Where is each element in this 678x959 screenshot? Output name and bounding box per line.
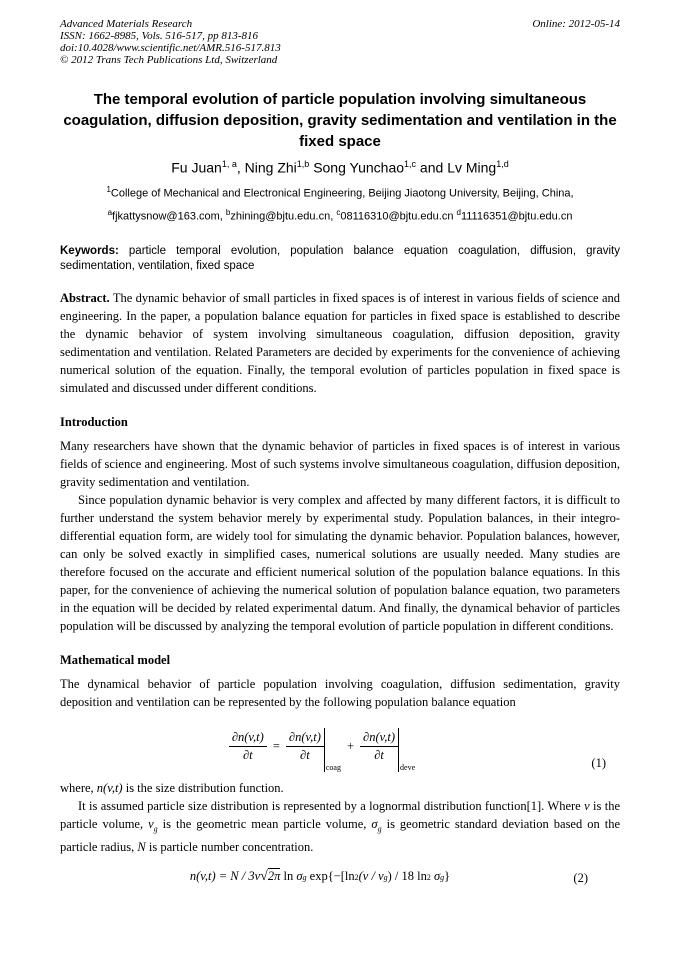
fraction: $\frac{\partial n(v,t)}{\partial t}$	[229, 730, 267, 763]
journal-info	[60, 18, 281, 66]
keywords-label: Keywords:	[60, 244, 119, 257]
author-affil-mark: 1,b	[296, 159, 310, 169]
copyright-line: © 2012 Trans Tech Publications Ltd, Switzerland	[60, 54, 278, 66]
abstract-label: Abstract.	[60, 290, 110, 305]
equation-1-body	[229, 724, 415, 770]
email-address: 11116351@bjtu.edu.cn	[460, 210, 573, 223]
author-name: Fu Juan	[171, 159, 222, 176]
introduction-paragraph-1: Many researchers have shown that the dynamic behavior of particles in fixed spaces is of interest in various fields of science and engineering. Most of such systems involve simultaneous coagulation, diffusion deposition, gravity sedimentation and ventilation.	[60, 438, 620, 489]
journal-header	[60, 18, 620, 66]
abstract-text: The dynamic behavior of small particles in fixed spaces is of interest in various fields of science and engineering. In the paper, a population balance equation for particles in fixed space is established to describe the dynamic behavior of system involving simultaneous coagulation, diffusion deposition, gravity sedimentation and ventilation. Related Parameters are decided by experiments for the convenience of achieving numerical solution of the equation. Finally, the temporal evolution of particles population in fixed space is simulated and discussed under different conditions.	[60, 290, 620, 395]
equation-number: (2)	[573, 871, 588, 886]
section-heading-mathematical-model: Mathematical model	[60, 652, 171, 667]
authors-line: Fu Juan$^{1, a}$, Ning Zhi$^{1,b}$ Song Yunchao$^{1,c}$ and Lv Ming$^{1,d}$	[171, 159, 509, 176]
section-heading-introduction: Introduction	[60, 414, 128, 429]
math-variable: v	[584, 798, 590, 813]
term-subscript: coag	[325, 762, 341, 772]
online-date: Online: 2012-05-14	[532, 18, 620, 30]
plus-sign: +	[346, 739, 355, 754]
emails-line: $^a$fjkattysnow@163.com, $^b$zhining@bjtu.edu.cn, $^c$08116310@bjtu.edu.cn $^d$11116351@bjtu.edu.cn	[107, 208, 573, 223]
math-model-paragraph-1: The dynamical behavior of particle population involving coagulation, diffusion sedimentation, gravity deposition and ventilation can be represented by the following population balance equation	[60, 676, 620, 709]
math-variable: n(v,t)	[96, 780, 123, 795]
author-affil-mark: 1,d	[496, 159, 509, 169]
radicand: 2π	[267, 868, 281, 883]
author-affil-mark: 1,c	[404, 159, 417, 169]
equation-1	[60, 721, 620, 773]
author-name: Lv Ming	[447, 159, 497, 176]
where-line: where, n(v,t) is the size distribution function.	[60, 780, 284, 795]
journal-name: Advanced Materials Research	[60, 18, 193, 30]
paper-title: The temporal evolution of particle population involving simultaneous coagulation, diffusion deposition, gravity sedimentation and ventilation in the fixed space	[63, 91, 617, 150]
fraction: $\frac{\partial n(v,t)}{\partial t}$	[286, 730, 324, 763]
equation-2	[60, 865, 620, 887]
deviation-term	[360, 724, 415, 770]
math-variable: σ	[371, 816, 378, 831]
doi-line: doi:10.4028/www.scientific.net/AMR.516-517.813	[60, 42, 281, 54]
email-address: fjkattysnow@163.com,	[112, 210, 226, 223]
lognormal-paragraph: It is assumed particle size distribution is represented by a lognormal distribution function[1]. Where v is the particle volume, $v_g$ is the geometric mean particle volume, $\sigma_g$ is geometric standard deviation based on the particle radius, N is particle number concentration.	[60, 798, 620, 855]
math-variable: v	[148, 816, 154, 831]
email-address: zhining@bjtu.edu.cn,	[230, 210, 337, 223]
keywords-text: particle temporal evolution, population balance equation coagulation, diffusion, gravity sedimentation, ventilation, fixed space	[60, 244, 620, 272]
introduction-paragraph-2: Since population dynamic behavior is very complex and affected by many different factors, it is difficult to further understand the system behavior merely by experimental study. Population balances, in their integro-differential equation form, are widely tool for simulating the dynamic behavior. Population balances, however, can only be solved exactly in simplified cases, numerical solutions are usually needed. Many studies are therefore focused on the accurate and efficient numerical solution of the population balance equations. In this paper, for the convenience of achieving the numerical solution of population balance equation, two parameters in the equation will be decided by related experimental datum. And finally, the dynamical behavior of particles population will be discussed by analyzing the temporal evolution of particle population in different conditions.	[60, 492, 620, 633]
equation-2-body: n(v,t) = N / 3v √ 2π ln σ g exp{−[ln 2 (v / v g ) / 18 ln 2 σ g }	[189, 868, 451, 884]
abstract-paragraph	[60, 289, 620, 397]
math-variable: N	[137, 840, 146, 855]
term-subscript: deve	[400, 762, 416, 772]
fraction: $\frac{\partial n(v,t)}{\partial t}$	[360, 730, 398, 763]
keywords-paragraph	[60, 244, 620, 274]
author-affil-mark: 1, a	[221, 159, 237, 169]
equals-sign: =	[272, 739, 280, 754]
affiliation-line: $^1$College of Mechanical and Electronical Engineering, Beijing Jiaotong University, Beijing, China,	[106, 184, 574, 200]
coagulation-term	[286, 724, 341, 770]
author-name: Ning Zhi	[244, 159, 297, 176]
equation-number: (1)	[591, 755, 606, 770]
radical-sign: √	[260, 868, 268, 884]
email-address: 08116310@bjtu.edu.cn	[340, 210, 457, 223]
issn-line: ISSN: 1662-8985, Vols. 516-517, pp 813-816	[60, 30, 258, 42]
author-name: Song Yunchao	[313, 159, 405, 176]
